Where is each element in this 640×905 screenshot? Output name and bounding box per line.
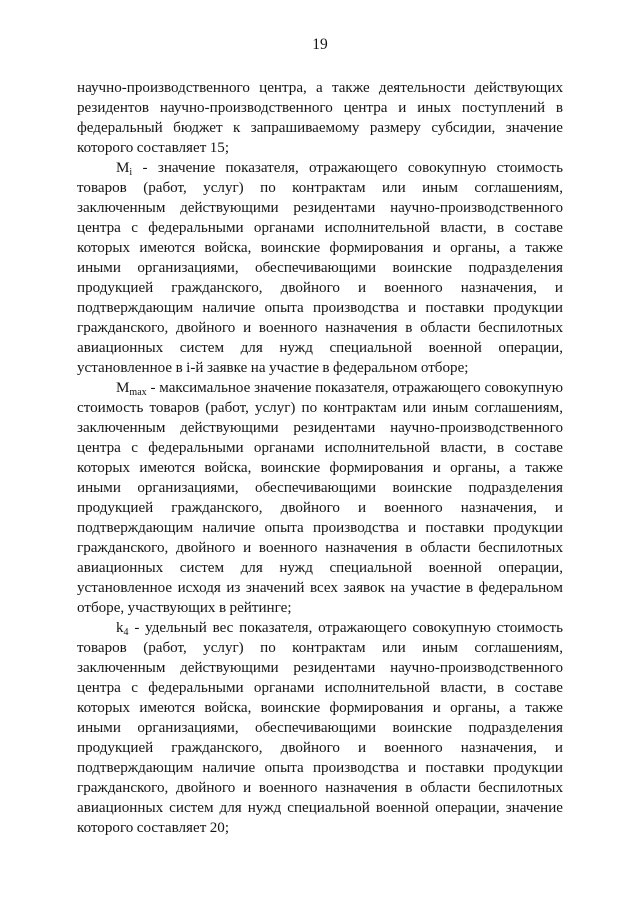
symbol-k: k [116,620,124,636]
definition-text: - значение показателя, отражающего совокупную стоимость товаров (работ, услуг) по контрактам или иным соглашениям, заключенным действующими резидентами научно-производственного центра с федеральными органами исполнительной власти, в составе которых имеются войска, воинские формирования и органы, а также иными организациями, обеспечивающими воинские подразделения продукцией гражданского, двойного и военного назначения, и подтверждающим наличие опыта производства и поставки продукции гражданского, двойного и военного назначения в области беспилотных авиационных систем для нужд специальной военной операции, установленное в i-й заявке на участие в федеральном отборе; [77,160,563,376]
paragraph-definition-mi [77,158,563,378]
symbol-m: M [116,160,130,176]
subscript-i: i [129,167,133,178]
paragraph-definition-k4 [77,618,563,838]
page-number: 19 [312,36,328,53]
definition-text: - удельный вес показателя, отражающего совокупную стоимость товаров (работ, услуг) по контрактам или иным соглашениям, заключенным действующими резидентами научно-производственного центра с федеральными органами исполнительной власти, в составе которых имеются войска, воинские формирования и органы, а также иными организациями, обеспечивающими воинские подразделения продукцией гражданского, двойного и военного назначения, и подтверждающим наличие опыта производства и поставки продукции гражданского, двойного и военного назначения в области беспилотных авиационных систем для нужд специальной военной операции, значение которого составляет 20; [77,620,563,836]
document-body [77,78,563,838]
paragraph-definition-mmax [77,378,563,618]
subscript-4: 4 [123,627,129,638]
symbol-m: M [116,380,130,396]
definition-text: - максимальное значение показателя, отражающего совокупную стоимость товаров (работ, услуг) по контрактам или иным соглашениям, заключенным действующими резидентами научно-производственного центра с федеральными органами исполнительной власти, в составе которых имеются войска, воинские формирования и органы, а также иными организациями, обеспечивающими воинские подразделения продукцией гражданского, двойного и военного назначения, и подтверждающим наличие опыта производства и поставки продукции гражданского, двойного и военного назначения в области беспилотных авиационных систем для нужд специальной военной операции, установленное исходя из значений всех заявок на участие в федеральном отборе, участвующих в рейтинге; [77,380,563,616]
paragraph-continuation: научно-производственного центра, а также деятельности действующих резидентов научно-производственного центра и иных поступлений в федеральный бюджет к запрашиваемому размеру субсидии, значение которого составляет 15; [77,80,563,156]
subscript-max: max [129,387,147,398]
